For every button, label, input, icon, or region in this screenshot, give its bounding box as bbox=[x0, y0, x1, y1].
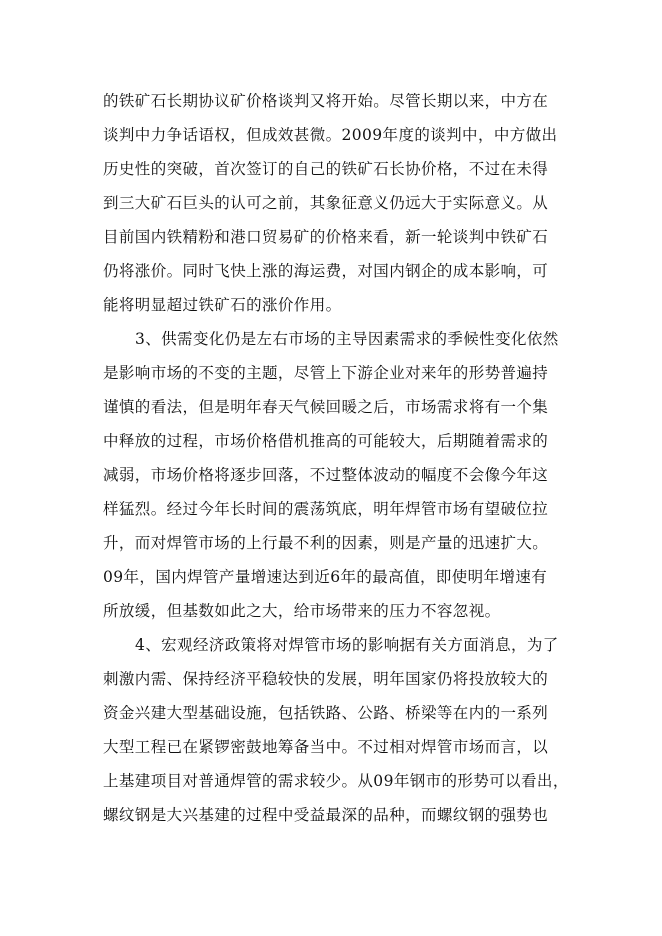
text-line: 样猛烈。经过今年长时间的震荡筑底，明年焊管市场有望破位拉 bbox=[103, 500, 549, 518]
section-4-heading-line: 4、宏观经济政策将对焊管市场的影响据有关方面消息，为了 bbox=[135, 636, 559, 654]
text-line: 历史性的突破，首次签订的自己的铁矿石长协价格，不过在未得 bbox=[103, 160, 549, 178]
text-line: 到三大矿石巨头的认可之前，其象征意义仍远大于实际意义。从 bbox=[103, 194, 549, 212]
text-line: 谨慎的看法，但是明年春天气候回暖之后，市场需求将有一个集 bbox=[103, 398, 549, 416]
text-line: 大型工程已在紧锣密鼓地筹备当中。不过相对焊管市场而言，以 bbox=[103, 738, 549, 756]
text-line: 仍将涨价。同时飞快上涨的海运费，对国内钢企的成本影响，可 bbox=[103, 262, 549, 280]
text-line: 升，而对焊管市场的上行最不利的因素，则是产量的迅速扩大。 bbox=[103, 534, 549, 552]
text-line: 资金兴建大型基础设施，包括铁路、公路、桥梁等在内的一系列 bbox=[103, 704, 549, 722]
text-line: 中释放的过程，市场价格借机推高的可能较大，后期随着需求的 bbox=[103, 432, 549, 450]
section-3-heading-line: 3、供需变化仍是左右市场的主导因素需求的季候性变化依然 bbox=[135, 330, 559, 348]
text-line: 是影响市场的不变的主题，尽管上下游企业对来年的形势普遍持 bbox=[103, 364, 549, 382]
text-line: 的铁矿石长期协议矿价格谈判又将开始。尽管长期以来，中方在 bbox=[103, 92, 549, 110]
text-line: 能将明显超过铁矿石的涨价作用。 bbox=[103, 296, 342, 314]
text-line: 09年，国内焊管产量增速达到近6年的最高值，即使明年增速有 bbox=[103, 568, 548, 586]
text-line: 谈判中力争话语权，但成效甚微。2009年度的谈判中，中方做出 bbox=[103, 126, 558, 144]
text-line: 上基建项目对普通焊管的需求较少。从09年钢市的形势可以看出， bbox=[103, 772, 569, 790]
text-line: 目前国内铁精粉和港口贸易矿的价格来看，新一轮谈判中铁矿石 bbox=[103, 228, 549, 246]
text-line: 所放缓，但基数如此之大，给市场带来的压力不容忽视。 bbox=[103, 602, 501, 620]
text-line: 刺激内需、保持经济平稳较快的发展，明年国家仍将投放较大的 bbox=[103, 670, 549, 688]
text-line: 减弱，市场价格将逐步回落，不过整体波动的幅度不会像今年这 bbox=[103, 466, 549, 484]
text-line: 螺纹钢是大兴基建的过程中受益最深的品种，而螺纹钢的强势也 bbox=[103, 806, 549, 824]
